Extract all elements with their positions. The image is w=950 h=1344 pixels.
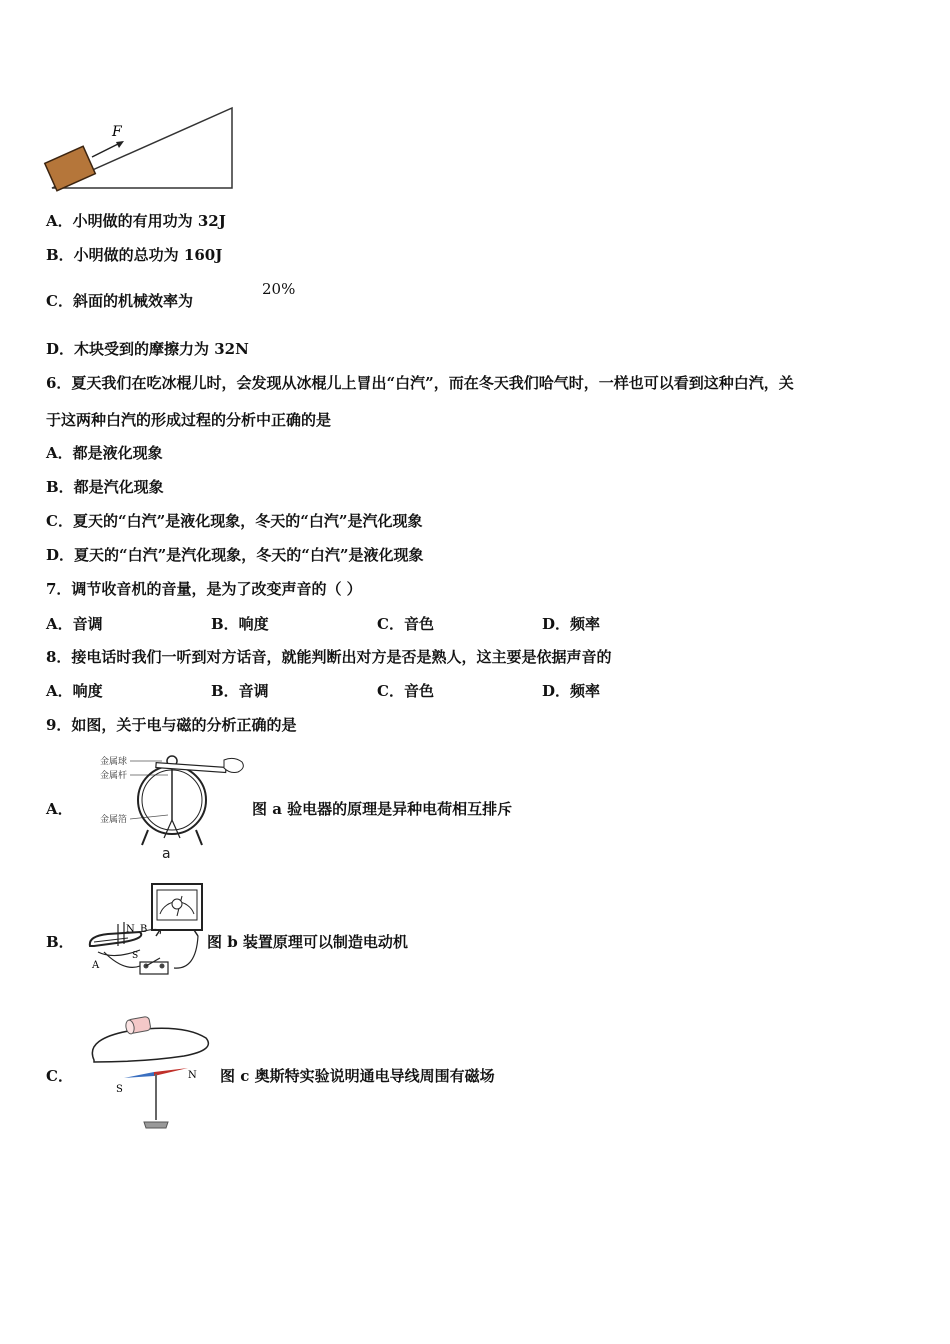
q9-option-c-text: 图 c 奥斯特实验说明通电导线周围有磁场 (220, 1067, 495, 1085)
q6-option-c: C．夏天的“白汽”是液化现象，冬天的“白汽”是汽化现象 (46, 512, 423, 530)
q6-stem-line2: 于这两种白汽的形成过程的分析中正确的是 (46, 411, 332, 429)
q7-option-b: B．响度 (211, 615, 269, 633)
svg-text:N: N (188, 1070, 197, 1081)
svg-text:金属杆: 金属杆 (100, 771, 128, 781)
q5-option-a: A．小明做的有用功为 32J (46, 212, 226, 230)
q6-option-b: B．都是汽化现象 (46, 478, 164, 496)
q5-option-d: D．木块受到的摩擦力为 32N (46, 340, 249, 358)
q9-option-a-letter: A． (46, 800, 73, 818)
q6-option-a: A．都是液化现象 (46, 444, 163, 462)
q8-stem: 8．接电话时我们一听到对方话音，就能判断出对方是否是熟人，这主要是依据声音的 (46, 648, 612, 666)
oersted-figure (84, 1010, 214, 1132)
q9-option-a-text: 图 a 验电器的原理是异种电荷相互排斥 (252, 800, 513, 818)
q7-option-d: D．频率 (542, 615, 601, 633)
svg-text:N: N (126, 924, 135, 935)
q9-option-b-letter: B． (46, 933, 74, 951)
q8-option-d: D．频率 (542, 682, 601, 700)
q9-option-b-text: 图 b 装置原理可以制造电动机 (207, 933, 408, 951)
svg-text:a: a (162, 846, 171, 862)
q8-option-a: A．响度 (46, 682, 103, 700)
svg-text:金属箔: 金属箔 (100, 815, 128, 825)
q6-option-d: D．夏天的“白汽”是汽化现象，冬天的“白汽”是液化现象 (46, 546, 424, 564)
motor-device-figure (84, 880, 212, 980)
force-label: F (112, 124, 122, 140)
svg-text:A: A (92, 960, 100, 971)
svg-text:S: S (132, 951, 139, 961)
svg-text:B: B (140, 924, 148, 935)
q5-option-b: B．小明做的总功为 160J (46, 246, 223, 264)
q5-option-c-text: C．斜面的机械效率为 (46, 292, 193, 310)
q9-option-c-letter: C． (46, 1067, 73, 1085)
q5-option-c-value: 20% (262, 280, 296, 298)
svg-text:S: S (116, 1084, 123, 1095)
electroscope-figure (96, 750, 256, 862)
incline-figure (40, 100, 240, 195)
q7-stem: 7．调节收音机的音量，是为了改变声音的（ ） (46, 580, 362, 598)
q8-option-b: B．音调 (211, 682, 269, 700)
q7-option-c: C．音色 (377, 615, 434, 633)
q5-option-c (46, 280, 346, 311)
q9-stem: 9．如图，关于电与磁的分析正确的是 (46, 716, 297, 734)
svg-text:金属球: 金属球 (100, 757, 128, 767)
q6-stem-line1: 6．夏天我们在吃冰棍儿时，会发现从冰棍儿上冒出“白汽”，而在冬天我们哈气时，一样也可以看到这种白汽，关 (46, 374, 794, 392)
q8-option-c: C．音色 (377, 682, 434, 700)
q7-option-a: A．音调 (46, 615, 103, 633)
